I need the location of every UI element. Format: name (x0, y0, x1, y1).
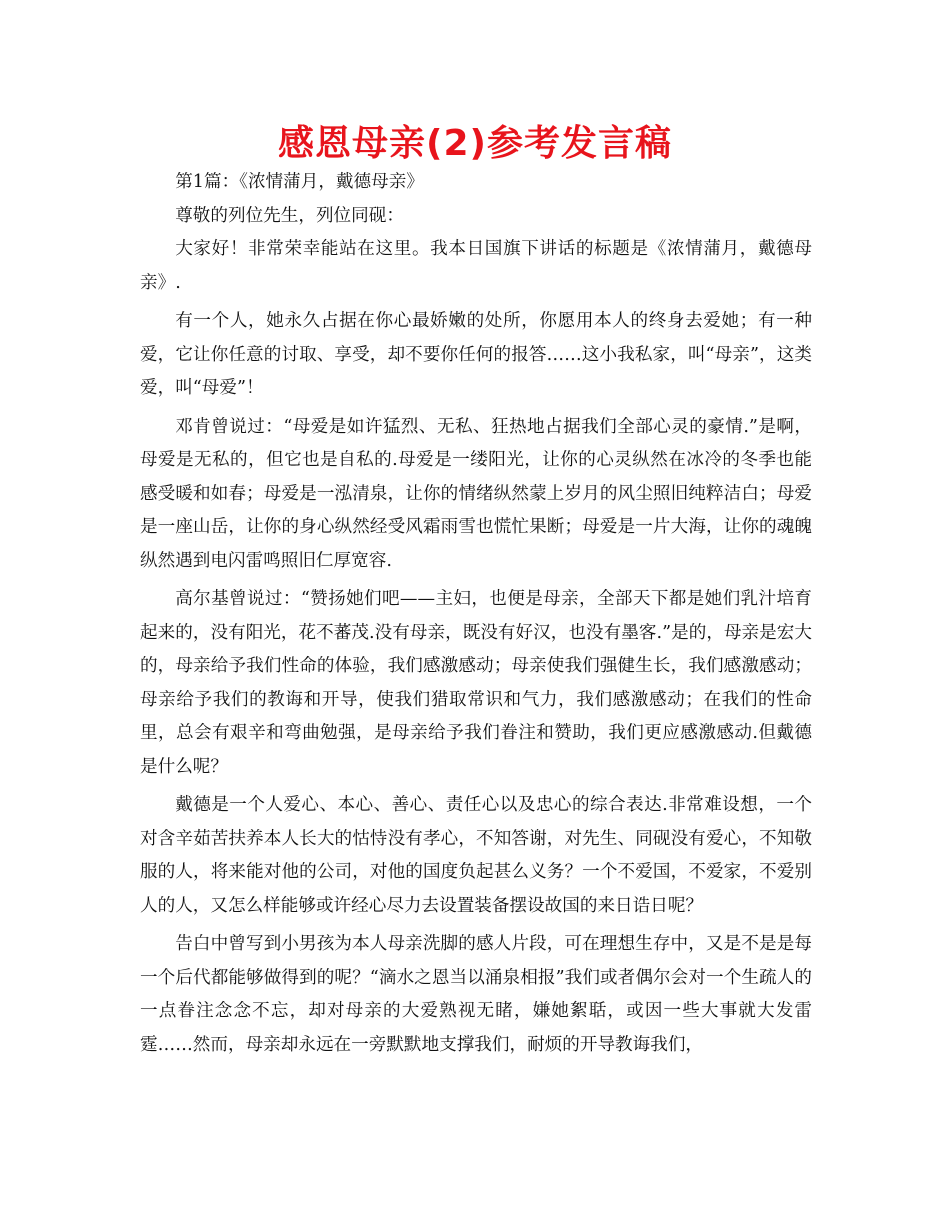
document-title: 感恩母亲(2)参考发言稿 (278, 123, 672, 164)
paragraph-salutation: 尊敬的列位先生，列位同砚： (175, 205, 404, 226)
paragraph-text: 有一个人，她永久占据在你心最娇嫩的处所，你愿用本人的终身去爱她；有一种爱，它让你任意的讨取、享受，却不要你任何的报答……这小我私家，叫“母亲”，这类爱，叫“母爱”！ (140, 311, 812, 398)
document-body (140, 166, 812, 1062)
paragraph-text: 高尔基曾说过：“赞扬她们吧——主妇，也便是母亲，全部天下都是她们乳汁培育起来的，没有阳光，花不蕃茂.没有母亲，既没有好汉，也没有墨客.”是的，母亲是宏大的，母亲给予我们性命的体验，我们感激感动；母亲使我们强健生长，我们感激感动；母亲给予我们的教诲和开导，使我们猎取常识和气力，我们感激感动；在我们的性命里，总会有艰辛和弯曲勉强，是母亲给予我们眷注和赞助，我们更应感激感动.但戴德是什么呢？ (140, 589, 812, 777)
paragraph-text: 戴德是一个人爱心、本心、善心、责任心以及忠心的综合表达.非常难设想，一个对含辛茹苦扶养本人长大的怙恃没有孝心，不知答谢，对先生、同砚没有爱心，不知敬服的人，将来能对他的公司，对他的国度负起甚么义务？一个不爱国，不爱家，不爱别人的人，又怎么样能够或许经心尽力去设置装备摆设故国的来日诰日呢？ (140, 795, 812, 916)
paragraph-text: 告白中曾写到小男孩为本人母亲洗脚的感人片段，可在理想生存中，又是不是是每一个后代都能够做得到的呢？“滴水之恩当以涌泉相报”我们或者偶尔会对一个生疏人的一点眷注念念不忘，却对母亲的大爱熟视无睹，嫌她絮聒，或因一些大事就大发雷霆……然而，母亲却永远在一旁默默地支撑我们，耐烦的开导教诲我们， (140, 934, 812, 1055)
paragraph-text: 邓肯曾说过：“母爱是如许猛烈、无私、狂热地占据我们全部心灵的豪情.”是啊，母爱是无私的，但它也是自私的.母爱是一缕阳光，让你的心灵纵然在冰冷的冬季也能感受暖和如春；母爱是一泓清泉，让你的情绪纵然蒙上岁月的风尘照旧纯粹洁白；母爱是一座山岳，让你的身心纵然经受风霜雨雪也慌忙果断；母爱是一片大海，让你的魂魄纵然遇到电闪雷鸣照旧仁厚宽容. (140, 416, 812, 571)
paragraph-greeting: 大家好！非常荣幸能站在这里。我本日国旗下讲话的标题是《浓情蒲月，戴德母亲》. (140, 239, 812, 293)
paragraph-chapter-heading: 第1篇：《浓情蒲月，戴德母亲》 (175, 172, 424, 192)
